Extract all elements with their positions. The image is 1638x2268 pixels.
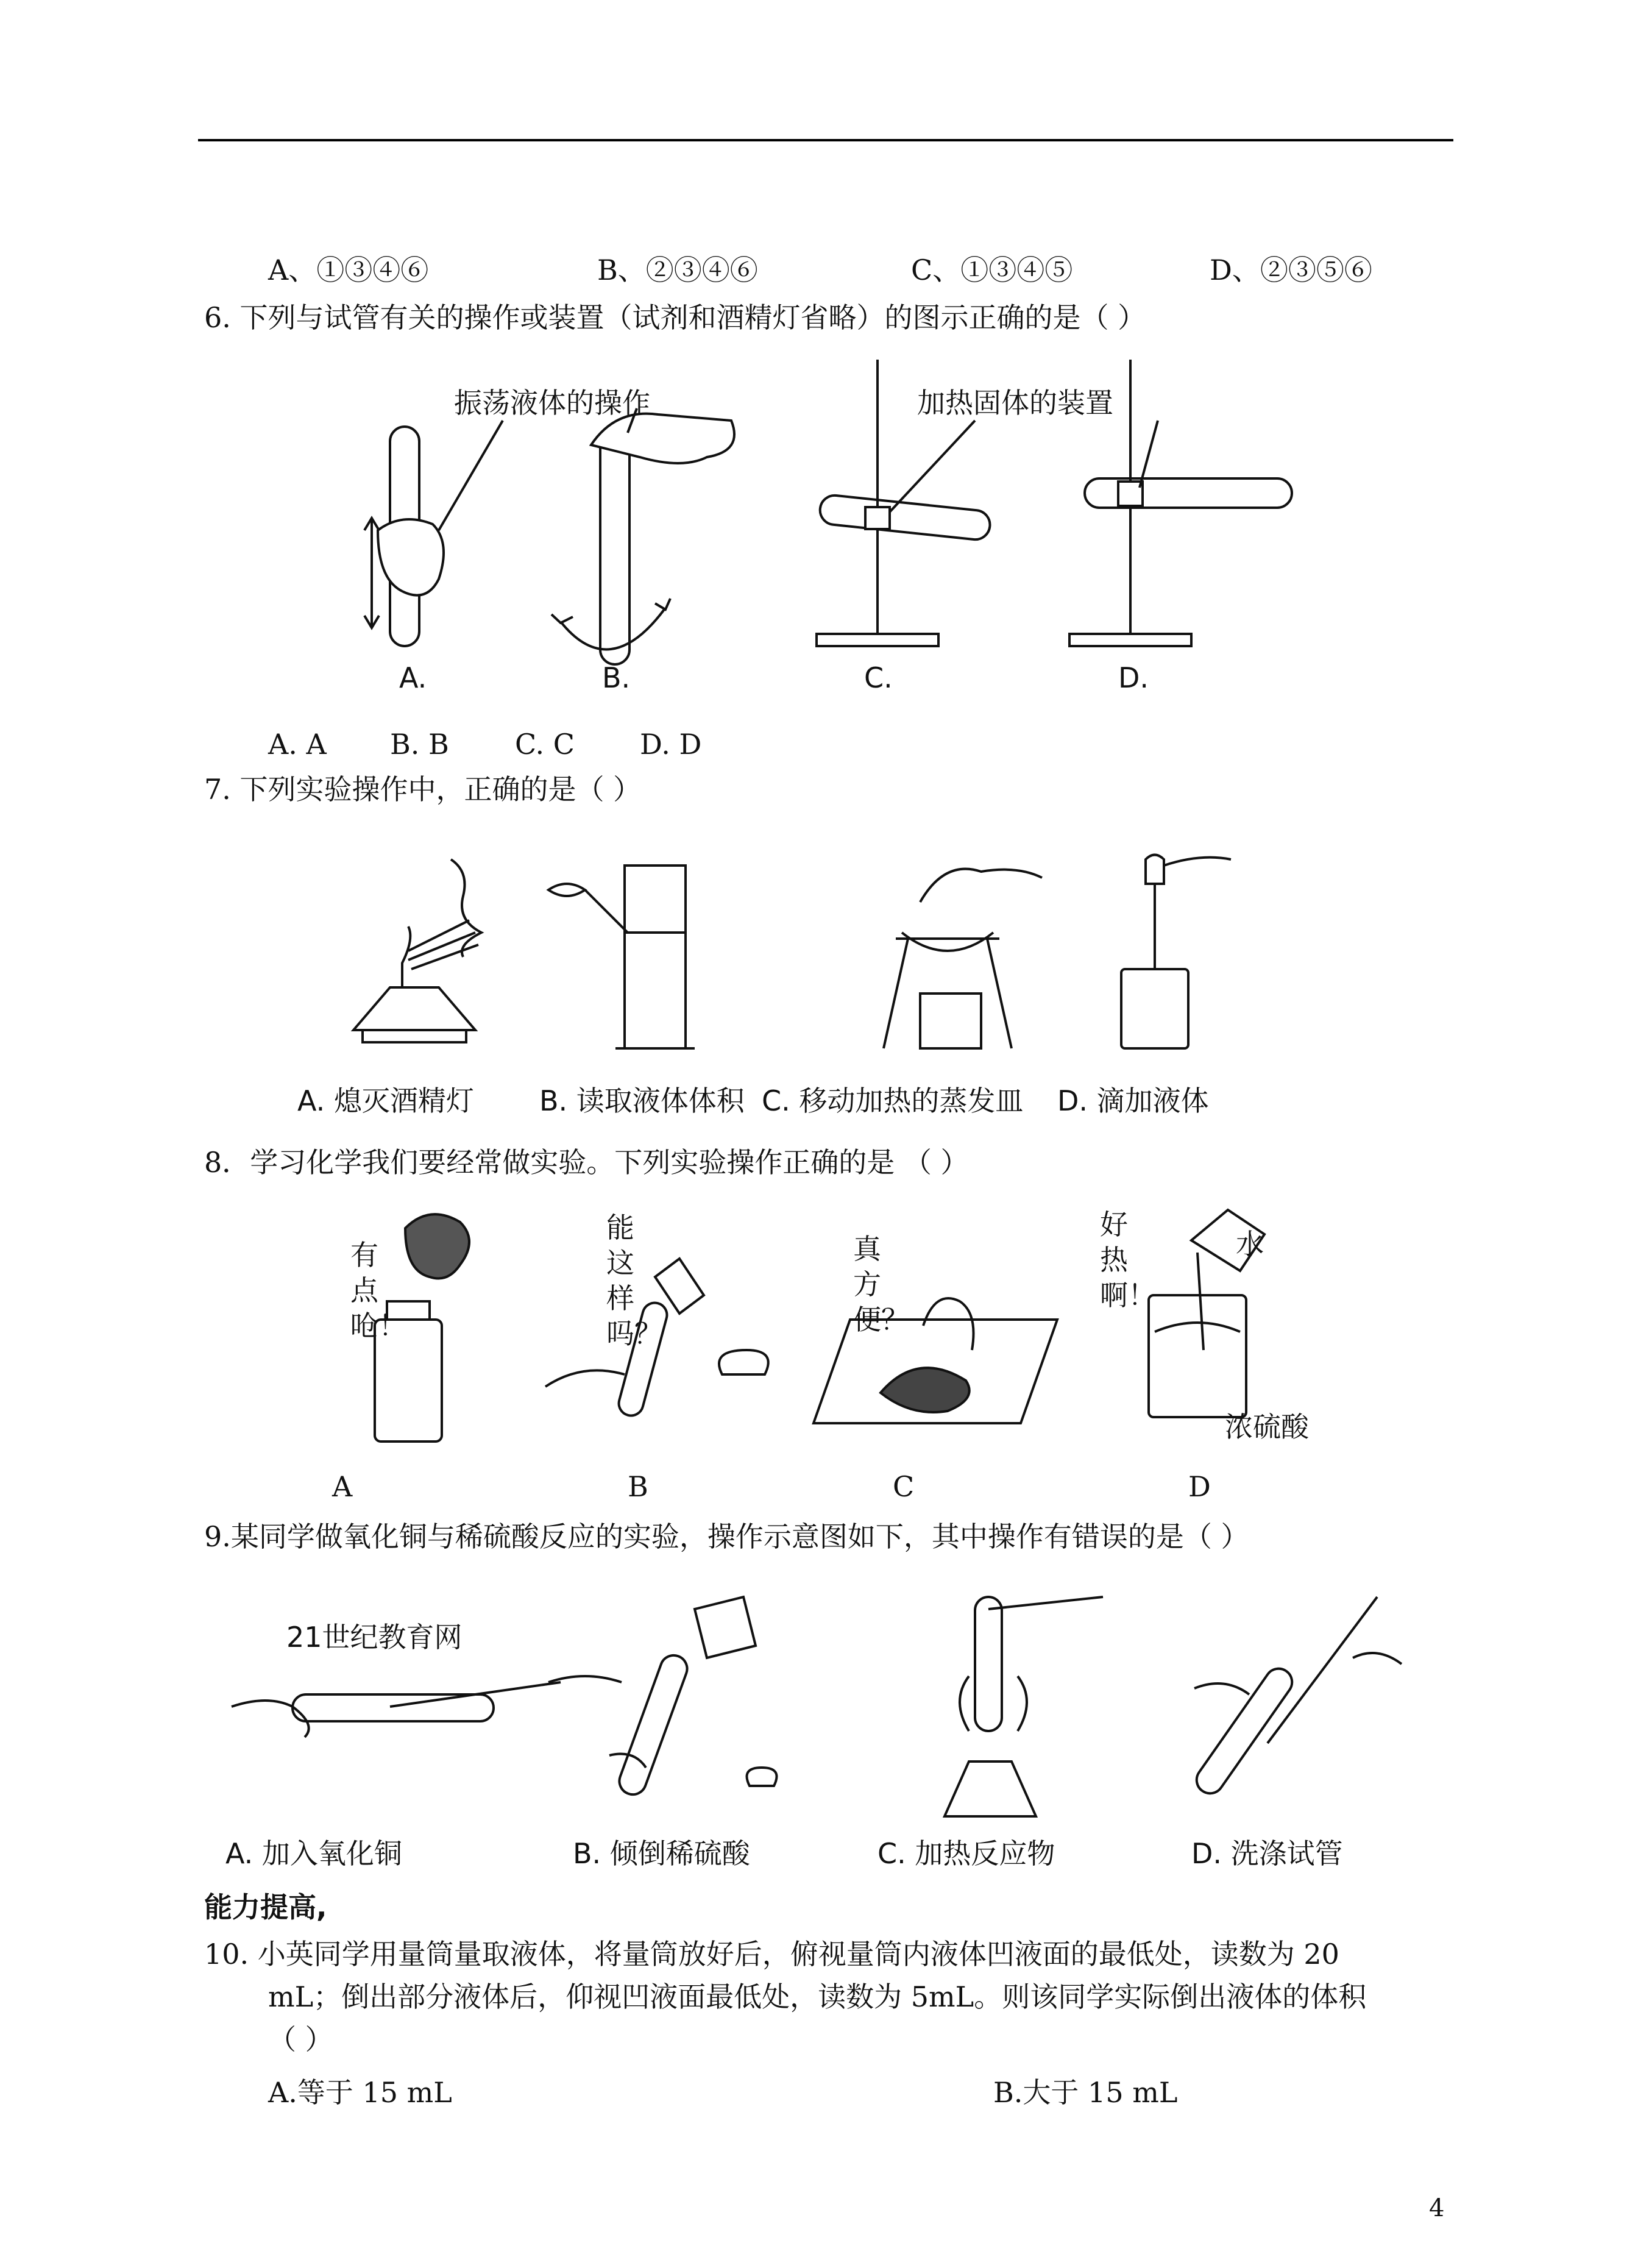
- q9-caption-b: B. 倾倒稀硫酸: [573, 1837, 750, 1870]
- q8-option-c: C: [893, 1470, 915, 1503]
- q8-bubble-c: 真方便？: [853, 1232, 909, 1336]
- q8-bubble-d: 好热啊！: [1100, 1208, 1156, 1312]
- q8-option-b: B: [628, 1470, 648, 1503]
- q8-acid-label: 浓硫酸: [1225, 1410, 1309, 1443]
- header-rule: [198, 139, 1453, 141]
- q7-caption-a: A. 熄灭酒精灯: [297, 1084, 474, 1117]
- q6-fig-label-c: C.: [864, 661, 893, 694]
- q10-line2: mL；倒出部分液体后，仰视凹液面最低处，读数为 5mL。则该同学实际倒出液体的体积: [268, 1980, 1367, 2013]
- q5-option-b: B、②③④⑥: [597, 254, 758, 286]
- q5-option-d: D、②③⑤⑥: [1210, 254, 1372, 286]
- q7-caption-d: D. 滴加液体: [1057, 1084, 1209, 1117]
- q5-option-c: C、①③④⑤: [911, 254, 1073, 286]
- q8-figure: [338, 1198, 1313, 1448]
- q8-option-a: A: [332, 1470, 353, 1503]
- q10-option-b: B.大于 15 mL: [993, 2076, 1178, 2109]
- q6-option-b: B. B: [390, 728, 449, 761]
- q6-option-d: D. D: [640, 728, 702, 761]
- q8-option-d: D: [1188, 1470, 1211, 1503]
- q6-fig-label-d: D.: [1118, 661, 1149, 694]
- shake-operation-label: 振荡液体的操作: [454, 386, 650, 419]
- q7-caption-c: C. 移动加热的蒸发皿: [762, 1084, 1024, 1117]
- q9-caption-d: D. 洗涤试管: [1191, 1837, 1343, 1870]
- q10-line1: 10. 小英同学用量筒量取液体，将量筒放好后，俯视量筒内液体凹液面的最低处，读数为 20: [204, 1938, 1339, 1971]
- q6-figure: [305, 347, 1316, 707]
- q9-figure: [219, 1585, 1438, 1877]
- q8-bubble-b: 能这样吗？: [606, 1211, 662, 1350]
- section-heading: 能力提高,: [204, 1891, 327, 1924]
- q7-caption-b: B. 读取液体体积: [539, 1084, 745, 1117]
- q6-option-a: A. A: [268, 728, 327, 761]
- q6-option-c: C. C: [515, 728, 575, 761]
- q10-line3: （ ）: [268, 2023, 333, 2056]
- q10-option-a: A.等于 15 mL: [268, 2076, 452, 2109]
- q8-water-label: 水: [1236, 1228, 1264, 1260]
- q9-caption-c: C. 加热反应物: [878, 1837, 1055, 1870]
- heat-solid-label: 加热固体的装置: [917, 386, 1113, 419]
- q6-fig-label-b: B.: [602, 661, 631, 694]
- q6-stem: 6. 下列与试管有关的操作或装置（试剂和酒精灯省略）的图示正确的是（ ）: [204, 301, 1146, 334]
- q5-option-a: A、①③④⑥: [268, 254, 429, 286]
- q6-fig-label-a: A.: [399, 661, 427, 694]
- q9-stem: 9.某同学做氧化铜与稀硫酸反应的实验，操作示意图如下，其中操作有错误的是（ ）: [204, 1520, 1249, 1553]
- q7-stem: 7. 下列实验操作中，正确的是（ ）: [204, 773, 642, 806]
- page-number: 4: [1429, 2194, 1445, 2222]
- q8-bubble-a: 有点呛！: [350, 1239, 406, 1342]
- q9-caption-a: A. 加入氧化铜: [225, 1837, 402, 1870]
- q7-figure: [286, 847, 1298, 1128]
- watermark-label: 21世纪教育网: [286, 1621, 463, 1654]
- q8-stem: 8．学习化学我们要经常做实验。下列实验操作正确的是 （ ）: [204, 1146, 969, 1179]
